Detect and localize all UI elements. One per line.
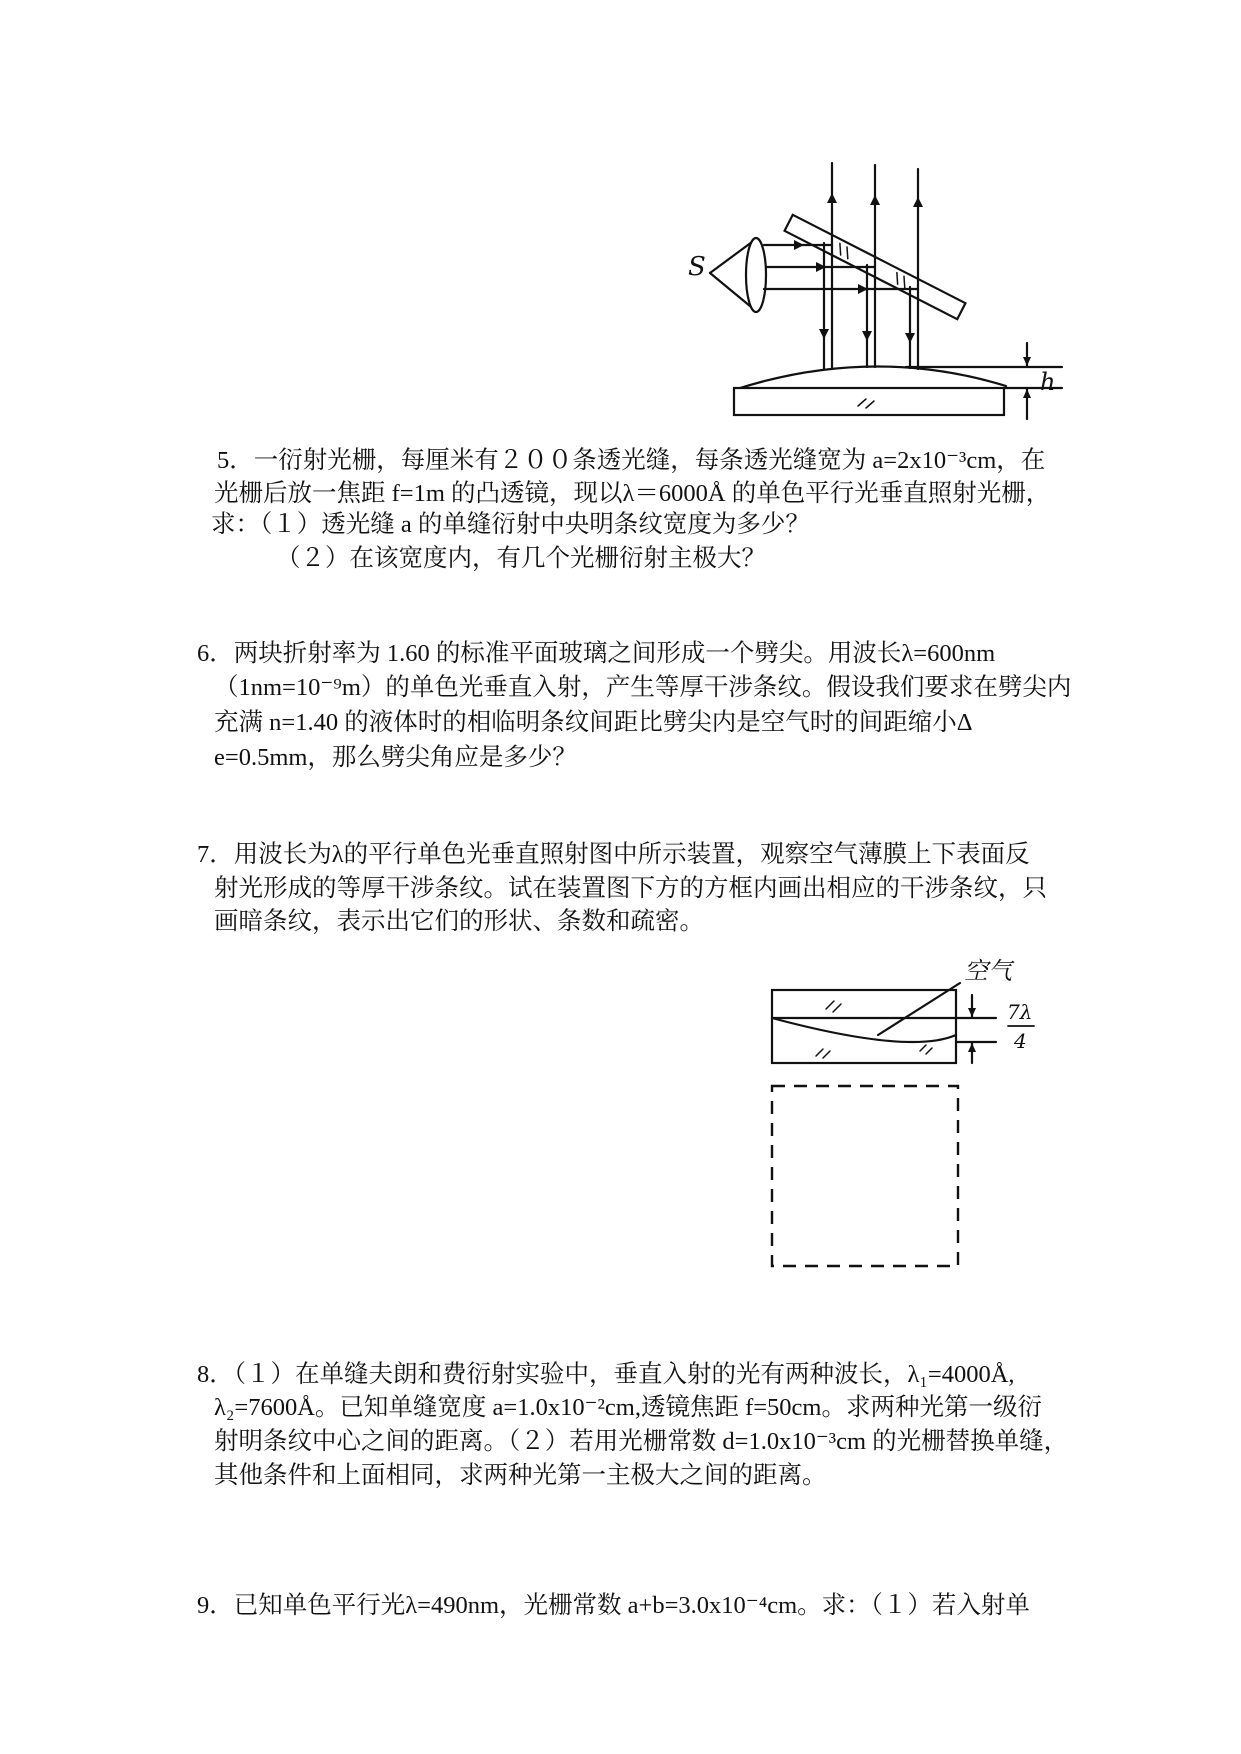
problem-5-line-4: （２）在该宽度内，有几个光栅衍射主极大？	[276, 545, 766, 572]
down-arrow-icon	[819, 329, 829, 339]
problem-8-line-2: λ₂=7600Å。已知单缝宽度 a=1.0x10⁻²cm,透镜焦距 f=50cm。求两种光第一级衍	[214, 1394, 1042, 1421]
hatch-mark	[816, 1049, 823, 1056]
plano-convex-lens-surface	[740, 366, 1006, 388]
problem-6-line-1: 6．两块折射率为 1.60 的标准平面玻璃之间形成一个劈尖。用波长λ=600nm	[197, 640, 996, 667]
problem-8-line-4: 其他条件和上面相同，求两种光第一主极大之间的距离。	[214, 1462, 827, 1489]
air-label: 空气	[964, 957, 1012, 985]
problem-6-line-4: e=0.5mm，那么劈尖角应是多少？	[214, 744, 577, 771]
hatch-mark	[823, 1051, 830, 1058]
up-arrow-icon	[870, 195, 880, 205]
problem-6-line-3: 充满 n=1.40 的液体时的相临明条纹间距比劈尖内是空气时的间距缩小Δ	[214, 709, 973, 736]
hatch-mark	[920, 1045, 926, 1051]
hatch-mark	[899, 276, 909, 288]
hatch-mark	[835, 243, 845, 255]
answer-box-border	[772, 1086, 958, 1266]
problem-8-line-3: 射明条纹中心之间的距离。（２）若用光栅常数 d=1.0x10⁻³cm 的光栅替换单缝，	[214, 1428, 1069, 1455]
hatch-mark	[892, 273, 902, 285]
hatch-mark	[926, 1048, 932, 1054]
problem-9-line-1: 9．已知单色平行光λ=490nm，光栅常数 a+b=3.0x10⁻⁴cm。求：（１）若入射单	[197, 1592, 1030, 1619]
hatch-mark	[866, 401, 874, 408]
up-arrow-icon	[913, 197, 923, 207]
down-arrow-icon	[905, 333, 915, 343]
problem-7-line-3: 画暗条纹，表示出它们的形状、条数和疏密。	[214, 908, 704, 935]
air-film-figure	[760, 955, 1090, 1077]
problem-7-line-1: 7．用波长为λ的平行单色光垂直照射图中所示装置，观察空气薄膜上下表面反	[197, 841, 1030, 868]
source-label: S	[688, 252, 706, 282]
down-arrow-icon	[862, 331, 872, 341]
convex-lens	[746, 238, 766, 312]
problem-5-line-3: 求：（１）透光缝 a 的单缝衍射中央明条纹宽度为多少？	[211, 511, 810, 538]
hatch-mark	[858, 399, 866, 406]
problem-6-line-2: （1nm=10⁻⁹m）的单色光垂直入射，产生等厚干涉条纹。假设我们要求在劈尖内	[214, 674, 1072, 701]
glass-plate	[734, 388, 1004, 415]
height-label: h	[1040, 368, 1056, 396]
problem-7-line-2: 射光形成的等厚干涉条纹。试在装置图下方的方框内画出相应的干涉条纹，只	[214, 875, 1047, 902]
ray-arrow-icon	[794, 240, 804, 250]
answer-box	[766, 1080, 966, 1274]
curved-surface	[772, 1018, 956, 1042]
gap-label-denominator: 4	[1014, 1029, 1027, 1053]
problem-5-line-2: 光栅后放一焦距 f=1m 的凸透镜，现以λ＝6000Å 的单色平行光垂直照射光栅，	[214, 480, 1051, 507]
up-arrow-icon	[827, 193, 837, 203]
hatch-mark	[833, 1004, 841, 1012]
hatch-mark	[826, 1001, 834, 1009]
interference-setup-figure	[670, 155, 1090, 430]
hatch-mark	[842, 247, 852, 259]
problem-5-line-1: 5．一衍射光栅，每厘米有２００条透光缝，每条透光缝宽为 a=2x10⁻³cm，在	[217, 447, 1046, 474]
problem-8-line-1: 8．（１）在单缝夫朗和费衍射实验中，垂直入射的光有两种波长，λ₁=4000Å,	[197, 1361, 1015, 1388]
gap-label-numerator: 7λ	[1007, 1000, 1033, 1024]
